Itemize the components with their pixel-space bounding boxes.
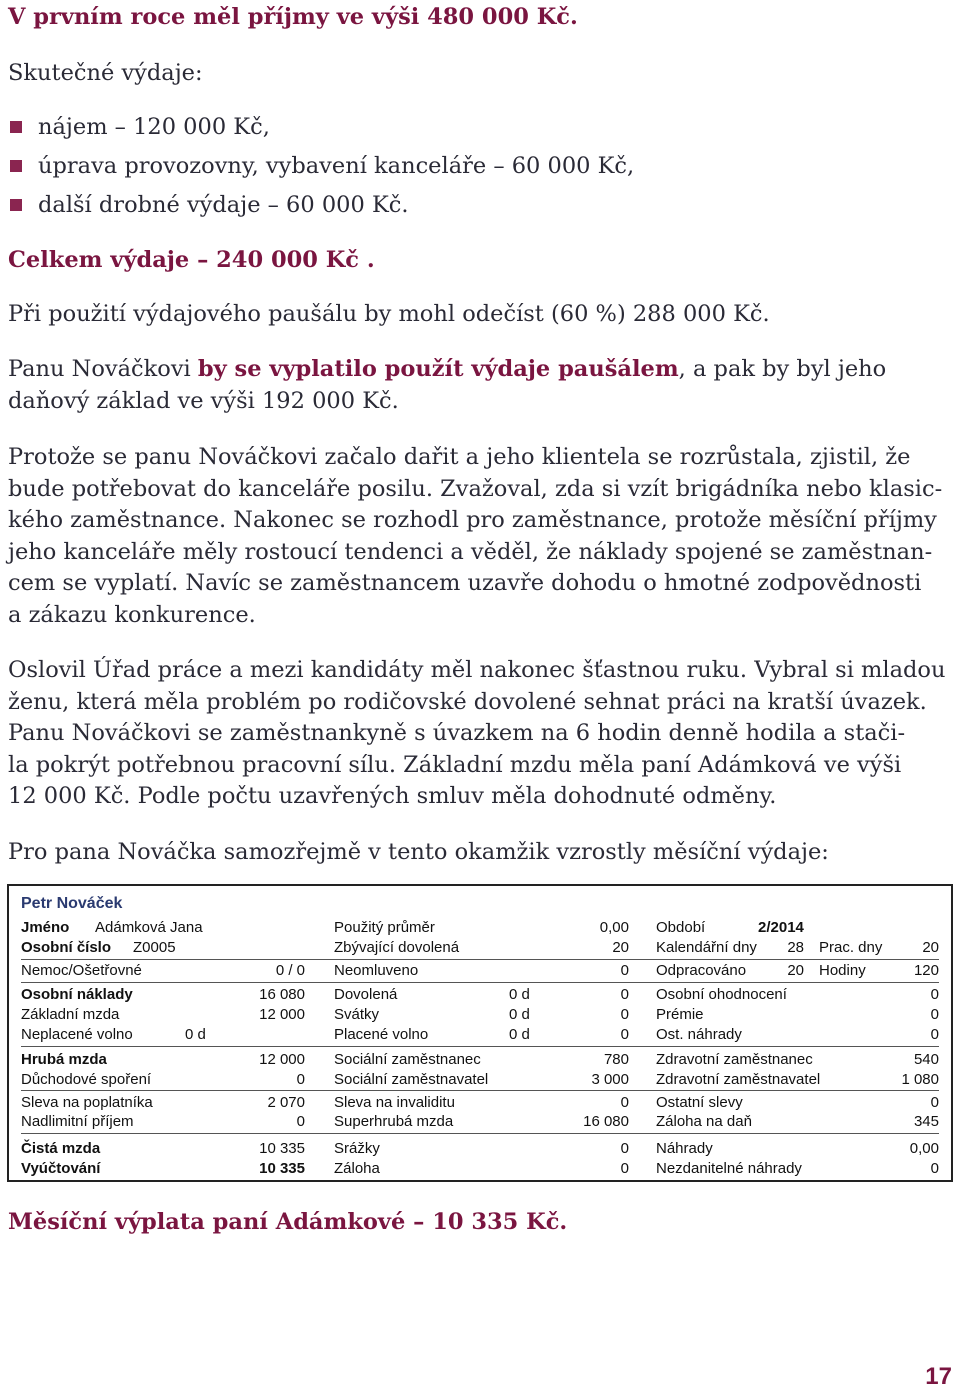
label: Osobní číslo <box>21 939 112 956</box>
label: Zbývající dovolená <box>334 939 460 956</box>
divider <box>21 1090 939 1091</box>
divider <box>21 959 939 960</box>
label: Důchodové spoření <box>21 1071 152 1088</box>
label: Zdravotní zaměstnanec <box>656 1051 813 1068</box>
label: Osobní náklady <box>21 986 133 1003</box>
label: Sleva na invaliditu <box>334 1094 455 1111</box>
value: 0 <box>620 1094 629 1111</box>
paragraph-1-line-1 <box>8 353 886 385</box>
value: 120 <box>913 962 939 979</box>
value: 0 <box>620 962 629 979</box>
value: 0 <box>930 1026 939 1043</box>
label: Odpracováno <box>656 962 747 979</box>
value: 540 <box>913 1051 939 1068</box>
label: Sociální zaměstnanec <box>334 1051 481 1068</box>
label: Sociální zaměstnavatel <box>334 1071 489 1088</box>
paragraph-1-line-2: daňový základ ve výši 192 000 Kč. <box>8 388 399 414</box>
value: 1 080 <box>901 1071 939 1088</box>
label: Kalendářní dny <box>656 939 757 956</box>
text-line: Oslovil Úřad práce a mezi kandidáty měl nakonec šťastnou ruku. Vybral si mladou <box>8 657 946 683</box>
value: 0 <box>620 1026 629 1043</box>
text-line: jeho kanceláře měly rostoucí tendenci a věděl, že náklady spojené se zaměstnan- <box>8 539 933 565</box>
label: Záloha na daň <box>656 1113 752 1130</box>
value: 0 <box>620 1160 629 1177</box>
value: 12 000 <box>259 1051 305 1068</box>
label: Ost. náhrady <box>656 1026 742 1043</box>
flat-rate-line: Při použití výdajového paušálu by mohl odečíst (60 %) 288 000 Kč. <box>8 301 770 327</box>
value: 2 070 <box>267 1094 305 1111</box>
label: Osobní ohodnocení <box>656 986 787 1003</box>
value: 16 080 <box>583 1113 629 1130</box>
text-line: cem se vyplatí. Navíc se zaměstnancem uzavře dohodu o hmotné zodpovědnosti <box>8 570 922 596</box>
value: 0 d <box>509 986 530 1003</box>
label: Nemoc/Ošetřovné <box>21 962 142 979</box>
value: 2/2014 <box>758 919 804 936</box>
value: 0,00 <box>909 1140 939 1157</box>
total-expenses: Celkem výdaje – 240 000 Kč . <box>8 247 375 273</box>
value: 0 d <box>509 1006 530 1023</box>
label: Superhrubá mzda <box>334 1113 454 1130</box>
value: 10 335 <box>259 1160 305 1177</box>
label: Ostatní slevy <box>656 1094 743 1111</box>
value: 0 d <box>185 1026 206 1043</box>
page-number: 17 <box>925 1363 952 1390</box>
value: 0 <box>620 1140 629 1157</box>
value: 0 <box>930 1094 939 1111</box>
value: 0 <box>620 986 629 1003</box>
value: 12 000 <box>259 1006 305 1023</box>
label: Vyúčtování <box>21 1160 101 1177</box>
label: Čistá mzda <box>21 1140 101 1157</box>
label: Základní mzda <box>21 1006 120 1023</box>
payslip <box>7 884 953 1182</box>
label: Nezdanitelné náhrady <box>656 1160 802 1177</box>
label: Záloha <box>334 1160 380 1177</box>
text-line: la pokrýt potřebnou pracovní sílu. Základní mzdu měla paní Adámková ve výši <box>8 752 902 778</box>
label: Nadlimitní příjem <box>21 1113 134 1130</box>
value: 16 080 <box>259 986 305 1003</box>
divider <box>21 1133 939 1134</box>
value: 20 <box>787 962 804 979</box>
label: Sleva na poplatníka <box>21 1094 153 1111</box>
list-item: nájem – 120 000 Kč, <box>38 114 270 140</box>
label: Dovolená <box>334 986 398 1003</box>
label: Placené volno <box>334 1026 429 1043</box>
employer-name: Petr Nováček <box>21 895 123 912</box>
actual-expenses-label: Skutečné výdaje: <box>8 60 203 86</box>
text-line: a zákazu konkurence. <box>8 602 256 628</box>
income-heading: V prvním roce měl příjmy ve výši 480 000 Kč. <box>8 4 578 30</box>
value: Adámková Jana <box>95 919 203 936</box>
text-line: Protože se panu Nováčkovi začalo dařit a jeho klientela se rozrůstala, zjistil, že <box>8 444 911 470</box>
list-item: úprava provozovny, vybavení kanceláře – 60 000 Kč, <box>38 153 635 179</box>
text-span: , a pak by byl jeho <box>678 356 887 382</box>
list-item: další drobné výdaje – 60 000 Kč. <box>38 192 409 218</box>
bullet-icon <box>10 121 22 133</box>
label: Náhrady <box>656 1140 713 1157</box>
label: Srážky <box>334 1140 380 1157</box>
label: Hrubá mzda <box>21 1051 107 1068</box>
label: Zdravotní zaměstnavatel <box>656 1071 821 1088</box>
value: 10 335 <box>259 1140 305 1157</box>
label: Svátky <box>334 1006 380 1023</box>
value: 0 <box>296 1113 305 1130</box>
bullet-icon <box>10 160 22 172</box>
text-line: ženu, která měla problém po rodičovské dovolené sehnat práci na kratší úvazek. <box>8 689 927 715</box>
value: 20 <box>922 939 939 956</box>
value: 20 <box>612 939 629 956</box>
value: 28 <box>787 939 804 956</box>
paragraph-4: Pro pana Nováčka samozřejmě v tento okamžik vzrostly měsíční výdaje: <box>8 839 829 865</box>
text-line: 12 000 Kč. Podle počtu uzavřených smluv měla dohodnuté odměny. <box>8 783 777 809</box>
label: Jméno <box>21 919 70 936</box>
label: Hodiny <box>819 962 866 979</box>
label: Období <box>656 919 706 936</box>
value: 0,00 <box>599 919 629 936</box>
text-line: bude potřebovat do kanceláře posilu. Zvažoval, zda si vzít brigádníka nebo klasic- <box>8 476 943 502</box>
value: 0 / 0 <box>275 962 305 979</box>
value: 0 <box>930 986 939 1003</box>
label: Použitý průměr <box>334 919 435 936</box>
value: Z0005 <box>133 939 176 956</box>
value: 0 <box>930 1006 939 1023</box>
value: 345 <box>913 1113 939 1130</box>
divider <box>21 1046 939 1047</box>
value: 780 <box>603 1051 629 1068</box>
divider <box>21 982 939 983</box>
value: 0 d <box>509 1026 530 1043</box>
monthly-payout: Měsíční výplata paní Adámkové – 10 335 Kč. <box>8 1209 568 1235</box>
text-line: Panu Nováčkovi se zaměstnankyně s úvazkem na 6 hodin denně hodila a stači- <box>8 720 906 746</box>
label: Prémie <box>656 1006 704 1023</box>
value: 0 <box>296 1071 305 1088</box>
text-line: kého zaměstnance. Nakonec se rozhodl pro zaměstnance, protože měsíční příjmy <box>8 507 937 533</box>
highlight-text: by se vyplatilo použít výdaje paušálem <box>197 356 679 382</box>
text-span: Panu Nováčkovi <box>8 356 198 382</box>
label: Prac. dny <box>819 939 883 956</box>
label: Neplacené volno <box>21 1026 133 1043</box>
label: Neomluveno <box>334 962 419 979</box>
value: 0 <box>620 1006 629 1023</box>
value: 3 000 <box>591 1071 629 1088</box>
value: 0 <box>930 1160 939 1177</box>
bullet-icon <box>10 199 22 211</box>
